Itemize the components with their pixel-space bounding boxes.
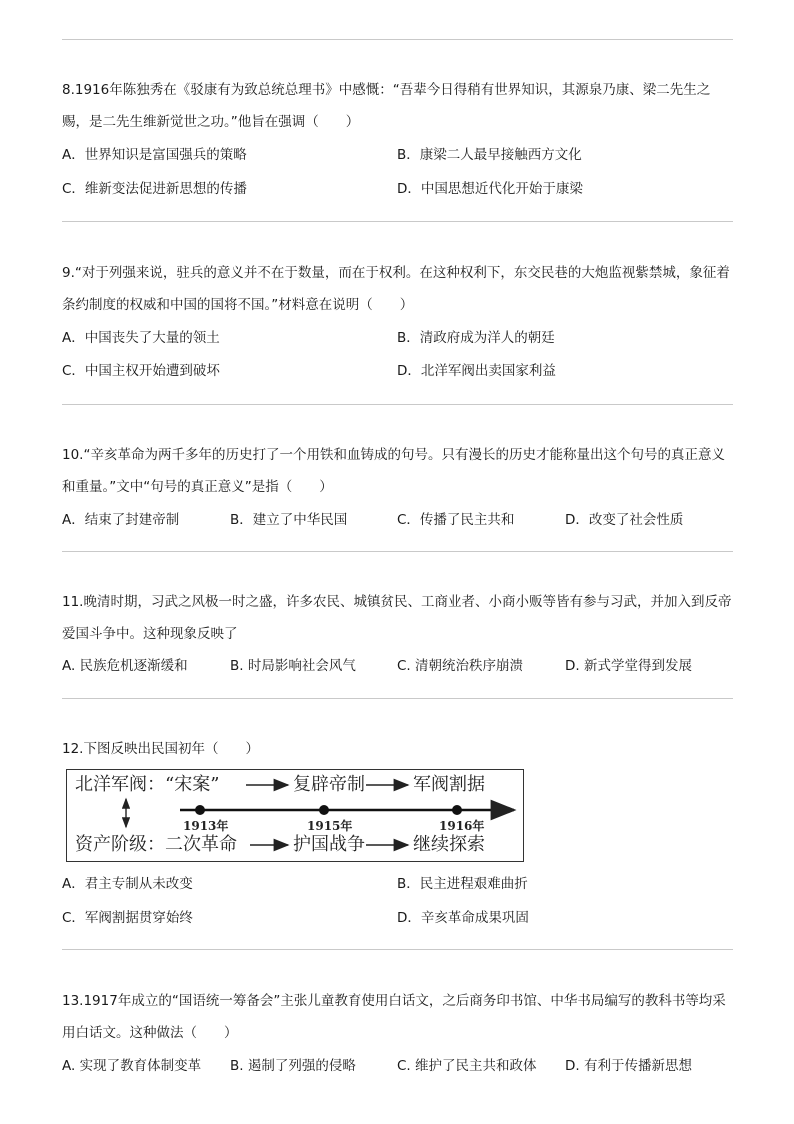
question-8-option-d[interactable]: D．中国思想近代化开始于康梁 xyxy=(397,181,583,197)
question-11-option-c[interactable]: C. 清朝统治秩序崩溃 xyxy=(397,658,524,674)
timeline-dot-1915 xyxy=(319,805,329,815)
question-10-stem: 10.“辛亥革命为两千多年的历史打了一个用铁和血铸成的句号。只有漫长的历史才能称量出这个句号的真正意义和重量。”文中“句号的真正意义”是指（ ） xyxy=(62,447,725,495)
question-12-option-b[interactable]: B．民主进程艰难曲折 xyxy=(397,876,528,892)
question-8-option-a[interactable]: A．世界知识是富国强兵的策略 xyxy=(62,147,247,163)
question-9-option-d[interactable]: D．北洋军阀出卖国家利益 xyxy=(397,363,556,379)
divider-q11 xyxy=(62,698,733,699)
figure-top-event-3: 军阀割据 xyxy=(413,774,485,795)
question-11-option-b[interactable]: B. 时局影响社会风气 xyxy=(230,658,356,674)
question-8-stem: 8.1916年陈独秀在《驳康有为致总统总理书》中感慨：“吾辈今日得稍有世界知识，其源泉乃康、梁二先生之赐，是二先生维新觉世之功。”他旨在强调（ ） xyxy=(62,82,711,130)
figure-year-1915: 1915年 xyxy=(307,819,353,833)
question-11-stem: 11.晚清时期，习武之风极一时之盛，许多农民、城镇贫民、工商业者、小商小贩等皆有参与习武，并加入到反帝爱国斗争中。这种现象反映了 xyxy=(62,594,732,642)
question-12-option-c[interactable]: C．军阀割据贯穿始终 xyxy=(62,910,193,926)
figure-bottom-event-3: 继续探索 xyxy=(413,834,485,855)
figure-year-1913: 1913年 xyxy=(183,819,229,833)
question-12-stem: 12.下图反映出民国初年（ ） xyxy=(62,741,259,757)
question-13-option-c[interactable]: C. 维护了民主共和政体 xyxy=(397,1058,537,1074)
question-13-stem: 13.1917年成立的“国语统一筹备会”主张儿童教育使用白话文，之后商务印书馆、中华书局编写的教科书等均采用白话文。这种做法（ ） xyxy=(62,993,726,1041)
question-13-option-a[interactable]: A. 实现了教育体制变革 xyxy=(62,1058,202,1074)
question-8-option-b[interactable]: B．康梁二人最早接触西方文化 xyxy=(397,147,582,163)
question-10-option-d[interactable]: D．改变了社会性质 xyxy=(565,512,684,528)
figure-top-label: 北洋军阀： xyxy=(75,774,165,795)
question-10-option-b[interactable]: B．建立了中华民国 xyxy=(230,512,348,528)
divider-q12 xyxy=(62,949,733,950)
question-11-option-a[interactable]: A. 民族危机逐渐缓和 xyxy=(62,658,188,674)
figure-top-event-2: 复辟帝制 xyxy=(293,774,365,795)
figure-bottom-event-2: 护国战争 xyxy=(293,834,365,855)
question-8-option-c[interactable]: C．维新变法促进新思想的传播 xyxy=(62,181,247,197)
timeline-figure xyxy=(66,769,524,862)
question-12-option-d[interactable]: D．辛亥革命成果巩固 xyxy=(397,910,529,926)
question-11-option-d[interactable]: D. 新式学堂得到发展 xyxy=(565,658,692,674)
question-9-option-b[interactable]: B．清政府成为洋人的朝廷 xyxy=(397,330,555,346)
timeline-dot-1913 xyxy=(195,805,205,815)
question-9-option-c[interactable]: C．中国主权开始遭到破坏 xyxy=(62,363,220,379)
question-13-option-d[interactable]: D. 有利于传播新思想 xyxy=(565,1058,692,1074)
question-10-option-c[interactable]: C．传播了民主共和 xyxy=(397,512,515,528)
question-10-option-a[interactable]: A．结束了封建帝制 xyxy=(62,512,180,528)
figure-bottom-label: 资产阶级： xyxy=(75,834,165,855)
question-9-stem: 9.“对于列强来说，驻兵的意义并不在于数量，而在于权利。在这种权利下，东交民巷的大炮监视紫禁城，象征着条约制度的权威和中国的国将不国。”材料意在说明（ ） xyxy=(62,265,730,313)
divider-q9 xyxy=(62,404,733,405)
divider-q10 xyxy=(62,551,733,552)
figure-bottom-event-1: 二次革命 xyxy=(165,834,237,855)
question-13-option-b[interactable]: B. 遏制了列强的侵略 xyxy=(230,1058,356,1074)
figure-top-event-1: “宋案” xyxy=(165,774,220,795)
divider-top xyxy=(62,39,733,40)
question-9-option-a[interactable]: A．中国丧失了大量的领土 xyxy=(62,330,220,346)
question-12-option-a[interactable]: A．君主专制从未改变 xyxy=(62,876,193,892)
timeline-dot-1916 xyxy=(452,805,462,815)
figure-year-1916: 1916年 xyxy=(439,819,485,833)
divider-q8 xyxy=(62,221,733,222)
